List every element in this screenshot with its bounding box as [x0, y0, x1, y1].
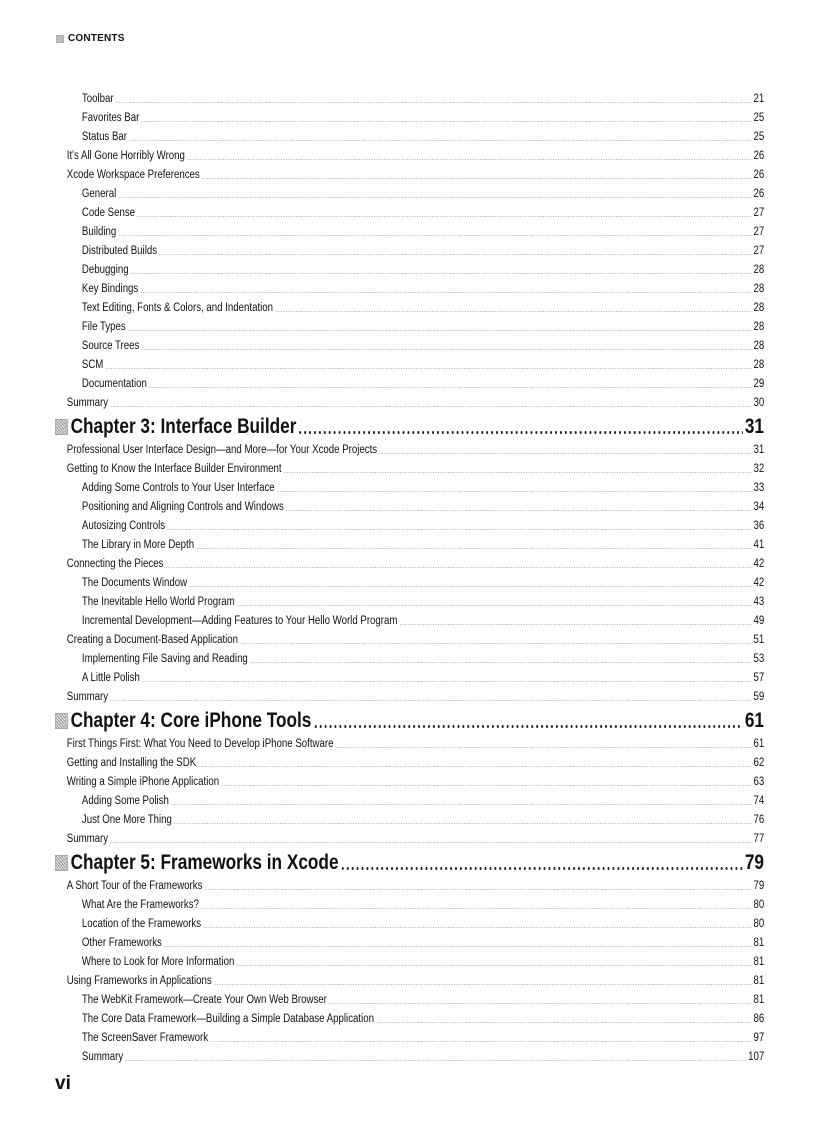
dot-leader — [159, 254, 752, 255]
toc-entry[interactable] — [55, 533, 764, 552]
toc-entry-page: 33 — [753, 482, 765, 494]
toc-entry-page: 34 — [753, 501, 765, 513]
toc-entry-page: 62 — [753, 757, 765, 769]
dot-leader — [105, 368, 752, 369]
toc-entry-page: 28 — [753, 340, 765, 352]
toc-entry-title: Chapter 5: Frameworks in Xcode — [70, 851, 339, 874]
toc-entry[interactable] — [55, 666, 764, 685]
toc-entry-title: Writing a Simple iPhone Application — [66, 776, 220, 788]
dot-leader — [130, 273, 752, 274]
toc-entry-page: 80 — [753, 918, 765, 930]
dot-leader — [335, 747, 752, 748]
toc-entry-page: 30 — [753, 397, 765, 409]
toc-entry[interactable] — [55, 258, 764, 277]
dot-leader — [213, 984, 751, 985]
toc-entry-page: 25 — [753, 131, 765, 143]
toc-entry-page: 27 — [753, 245, 765, 257]
toc-entry-title: The Documents Window — [81, 577, 188, 589]
toc-entry-title: Text Editing, Fonts & Colors, and Indentation — [81, 302, 274, 314]
toc-entry-title: Autosizing Controls — [81, 520, 166, 532]
toc-entry-title: Xcode Workspace Preferences — [66, 169, 200, 181]
toc-entry-title: What Are the Frameworks? — [81, 899, 199, 911]
toc-entry-title: The Inevitable Hello World Program — [81, 596, 235, 608]
toc-entry-title: SCM — [81, 359, 104, 371]
toc-entry-page: 29 — [753, 378, 765, 390]
dot-leader — [203, 927, 752, 928]
toc-entry[interactable] — [55, 808, 764, 827]
toc-entry-title: Using Frameworks in Applications — [66, 975, 212, 987]
toc-entry-title: Where to Look for More Information — [81, 956, 235, 968]
dot-leader — [110, 842, 752, 843]
hatched-square-icon — [55, 713, 68, 729]
toc-entry-title: Building — [81, 226, 117, 238]
toc-entry[interactable] — [55, 552, 764, 571]
toc-entry[interactable] — [55, 988, 764, 1007]
toc-entry-title: Debugging — [81, 264, 129, 276]
toc-entry-page: 107 — [748, 1051, 765, 1063]
toc-entry-title: Favorites Bar — [81, 112, 140, 124]
toc-entry-page: 42 — [753, 577, 765, 589]
dot-leader — [283, 472, 752, 473]
dot-leader — [236, 605, 751, 606]
toc-entry-title: First Things First: What You Need to Develop iPhone Software — [66, 738, 334, 750]
toc-entry-page: 86 — [753, 1013, 765, 1025]
dot-leader — [140, 292, 752, 293]
dot-leader — [165, 567, 752, 568]
toc-entry[interactable] — [55, 372, 764, 391]
dot-leader — [376, 1022, 752, 1023]
toc-entry[interactable] — [55, 296, 764, 315]
toc-entry[interactable] — [55, 277, 764, 296]
dot-leader — [110, 406, 752, 407]
toc-entry-title: Source Trees — [81, 340, 140, 352]
toc-entry-page: 49 — [753, 615, 765, 627]
toc-entry-page: 81 — [753, 956, 765, 968]
toc-entry[interactable] — [55, 106, 764, 125]
toc-entry-page: 57 — [753, 672, 765, 684]
toc-entry[interactable] — [55, 353, 764, 372]
toc-entry[interactable] — [55, 931, 764, 950]
dot-leader — [249, 662, 751, 663]
hatched-square-icon — [55, 419, 68, 435]
toc-entry-page: 21 — [753, 93, 765, 105]
toc-entry-page: 27 — [753, 226, 765, 238]
toc-entry[interactable] — [55, 514, 764, 533]
toc-entry-title: Creating a Document-Based Application — [66, 634, 239, 646]
table-of-contents — [55, 87, 764, 1064]
dot-leader — [340, 867, 743, 870]
dot-leader — [285, 510, 751, 511]
dot-leader — [110, 700, 752, 701]
dot-leader — [125, 1060, 747, 1061]
dot-leader — [313, 725, 743, 728]
toc-entry-page: 53 — [753, 653, 765, 665]
dot-leader — [201, 908, 752, 909]
toc-entry[interactable] — [55, 1045, 764, 1064]
toc-entry-page: 61 — [744, 709, 764, 732]
toc-entry[interactable] — [55, 239, 764, 258]
toc-entry-title: Summary — [66, 691, 109, 703]
toc-entry[interactable] — [55, 125, 764, 144]
dot-leader — [298, 431, 743, 434]
toc-entry-title: Summary — [81, 1051, 124, 1063]
dot-leader — [276, 491, 752, 492]
chapter-heading[interactable] — [55, 848, 764, 874]
toc-entry-title: Key Bindings — [81, 283, 139, 295]
dot-leader — [399, 624, 752, 625]
toc-entry[interactable] — [55, 647, 764, 666]
toc-entry-page: 81 — [753, 994, 765, 1006]
toc-entry[interactable] — [55, 770, 764, 789]
toc-entry-page: 27 — [753, 207, 765, 219]
toc-entry[interactable] — [55, 495, 764, 514]
chapter-heading[interactable] — [55, 706, 764, 732]
toc-entry-title: General — [81, 188, 117, 200]
toc-entry[interactable] — [55, 438, 764, 457]
toc-entry-title: Location of the Frameworks — [81, 918, 202, 930]
toc-entry[interactable] — [55, 827, 764, 846]
toc-entry-page: 79 — [753, 880, 765, 892]
dot-leader — [198, 766, 752, 767]
toc-entry-title: The WebKit Framework—Create Your Own Web Browser — [81, 994, 327, 1006]
dot-leader — [201, 178, 751, 179]
toc-entry-page: 51 — [753, 634, 765, 646]
dot-leader — [129, 140, 752, 141]
toc-entry-page: 97 — [753, 1032, 765, 1044]
toc-entry-page: 32 — [753, 463, 765, 475]
toc-entry[interactable] — [55, 685, 764, 704]
toc-entry-page: 26 — [753, 169, 765, 181]
dot-leader — [115, 102, 752, 103]
toc-entry-title: Chapter 4: Core iPhone Tools — [70, 709, 312, 732]
toc-entry[interactable] — [55, 476, 764, 495]
dot-leader — [189, 586, 752, 587]
toc-entry-title: File Types — [81, 321, 126, 333]
toc-entry-page: 28 — [753, 321, 765, 333]
toc-entry-page: 31 — [744, 415, 764, 438]
toc-entry-title: Incremental Development—Adding Features to Your Hello World Program — [81, 615, 398, 627]
toc-entry[interactable] — [55, 893, 764, 912]
toc-entry-title: The ScreenSaver Framework — [81, 1032, 209, 1044]
toc-entry[interactable] — [55, 391, 764, 410]
toc-entry-page: 63 — [753, 776, 765, 788]
toc-entry-title: Chapter 3: Interface Builder — [70, 415, 297, 438]
toc-entry-page: 28 — [753, 264, 765, 276]
toc-entry-title: Adding Some Controls to Your User Interface — [81, 482, 275, 494]
toc-entry-page: 61 — [753, 738, 765, 750]
dot-leader — [118, 235, 752, 236]
toc-entry-title: Summary — [66, 397, 109, 409]
running-header — [56, 33, 125, 44]
toc-entry-title: Professional User Interface Design—and More—for Your Xcode Projects — [66, 444, 378, 456]
dot-leader — [275, 311, 752, 312]
toc-entry-title: Documentation — [81, 378, 147, 390]
toc-entry[interactable] — [55, 315, 764, 334]
toc-entry[interactable] — [55, 87, 764, 106]
dot-leader — [141, 349, 752, 350]
toc-entry-page: 81 — [753, 937, 765, 949]
dot-leader — [149, 387, 752, 388]
toc-entry-page: 36 — [753, 520, 765, 532]
dot-leader — [196, 548, 752, 549]
dot-leader — [137, 216, 752, 217]
toc-entry-title: Other Frameworks — [81, 937, 162, 949]
toc-entry-page: 77 — [753, 833, 765, 845]
toc-entry[interactable] — [55, 457, 764, 476]
toc-entry[interactable] — [55, 609, 764, 628]
toc-entry[interactable] — [55, 751, 764, 770]
dot-leader — [171, 804, 752, 805]
hatched-square-icon — [56, 35, 64, 43]
toc-entry-title: It's All Gone Horribly Wrong — [66, 150, 185, 162]
toc-entry-title: Summary — [66, 833, 109, 845]
toc-entry-page: 76 — [753, 814, 765, 826]
dot-leader — [141, 121, 752, 122]
toc-entry-page: 28 — [753, 283, 765, 295]
toc-entry-page: 43 — [753, 596, 765, 608]
dot-leader — [164, 946, 752, 947]
toc-entry-page: 31 — [753, 444, 765, 456]
toc-entry[interactable] — [55, 874, 764, 893]
chapter-heading[interactable] — [55, 412, 764, 438]
toc-entry[interactable] — [55, 628, 764, 647]
toc-entry-page: 79 — [744, 851, 764, 874]
toc-entry[interactable] — [55, 220, 764, 239]
toc-entry[interactable] — [55, 969, 764, 988]
toc-entry-title: A Short Tour of the Frameworks — [66, 880, 203, 892]
dot-leader — [174, 823, 752, 824]
toc-entry-page: 81 — [753, 975, 765, 987]
toc-entry-page: 28 — [753, 302, 765, 314]
toc-entry-page: 25 — [753, 112, 765, 124]
dot-leader — [221, 785, 752, 786]
toc-entry-title: The Library in More Depth — [81, 539, 195, 551]
toc-entry-title: Just One More Thing — [81, 814, 172, 826]
toc-entry[interactable] — [55, 732, 764, 751]
header-label: CONTENTS — [68, 33, 125, 44]
dot-leader — [240, 643, 752, 644]
hatched-square-icon — [55, 855, 68, 871]
toc-entry-title: Adding Some Polish — [81, 795, 169, 807]
toc-entry-title: Connecting the Pieces — [66, 558, 164, 570]
toc-entry[interactable] — [55, 571, 764, 590]
toc-entry-title: Code Sense — [81, 207, 136, 219]
toc-entry-title: The Core Data Framework—Building a Simple Database Application — [81, 1013, 374, 1025]
dot-leader — [236, 965, 752, 966]
toc-entry-title: Implementing File Saving and Reading — [81, 653, 248, 665]
toc-entry-page: 26 — [753, 150, 765, 162]
dot-leader — [167, 529, 752, 530]
toc-entry[interactable] — [55, 1007, 764, 1026]
dot-leader — [210, 1041, 752, 1042]
toc-entry-page: 41 — [753, 539, 765, 551]
toc-entry[interactable] — [55, 1026, 764, 1045]
toc-entry-title: Status Bar — [81, 131, 127, 143]
toc-entry-page: 26 — [753, 188, 765, 200]
dot-leader — [187, 159, 752, 160]
toc-entry[interactable] — [55, 201, 764, 220]
toc-entry-page: 28 — [753, 359, 765, 371]
toc-entry-page: 80 — [753, 899, 765, 911]
toc-entry-title: A Little Polish — [81, 672, 140, 684]
toc-entry[interactable] — [55, 789, 764, 808]
toc-entry[interactable] — [55, 950, 764, 969]
dot-leader — [329, 1003, 752, 1004]
toc-entry-page: 42 — [753, 558, 765, 570]
page-number: vi — [55, 1073, 71, 1094]
toc-entry[interactable] — [55, 163, 764, 182]
dot-leader — [204, 889, 752, 890]
toc-entry[interactable] — [55, 182, 764, 201]
toc-entry[interactable] — [55, 590, 764, 609]
toc-entry-title: Positioning and Aligning Controls and Windows — [81, 501, 284, 513]
toc-entry-page: 59 — [753, 691, 765, 703]
toc-entry-title: Toolbar — [81, 93, 114, 105]
dot-leader — [127, 330, 751, 331]
toc-entry[interactable] — [55, 334, 764, 353]
toc-entry-title: Getting to Know the Interface Builder Environment — [66, 463, 282, 475]
toc-entry-title: Distributed Builds — [81, 245, 158, 257]
dot-leader — [118, 197, 752, 198]
toc-entry-title: Getting and Installing the SDK — [66, 757, 197, 769]
toc-entry[interactable] — [55, 912, 764, 931]
toc-entry-page: 74 — [753, 795, 765, 807]
dot-leader — [379, 453, 752, 454]
dot-leader — [142, 681, 752, 682]
toc-entry[interactable] — [55, 144, 764, 163]
